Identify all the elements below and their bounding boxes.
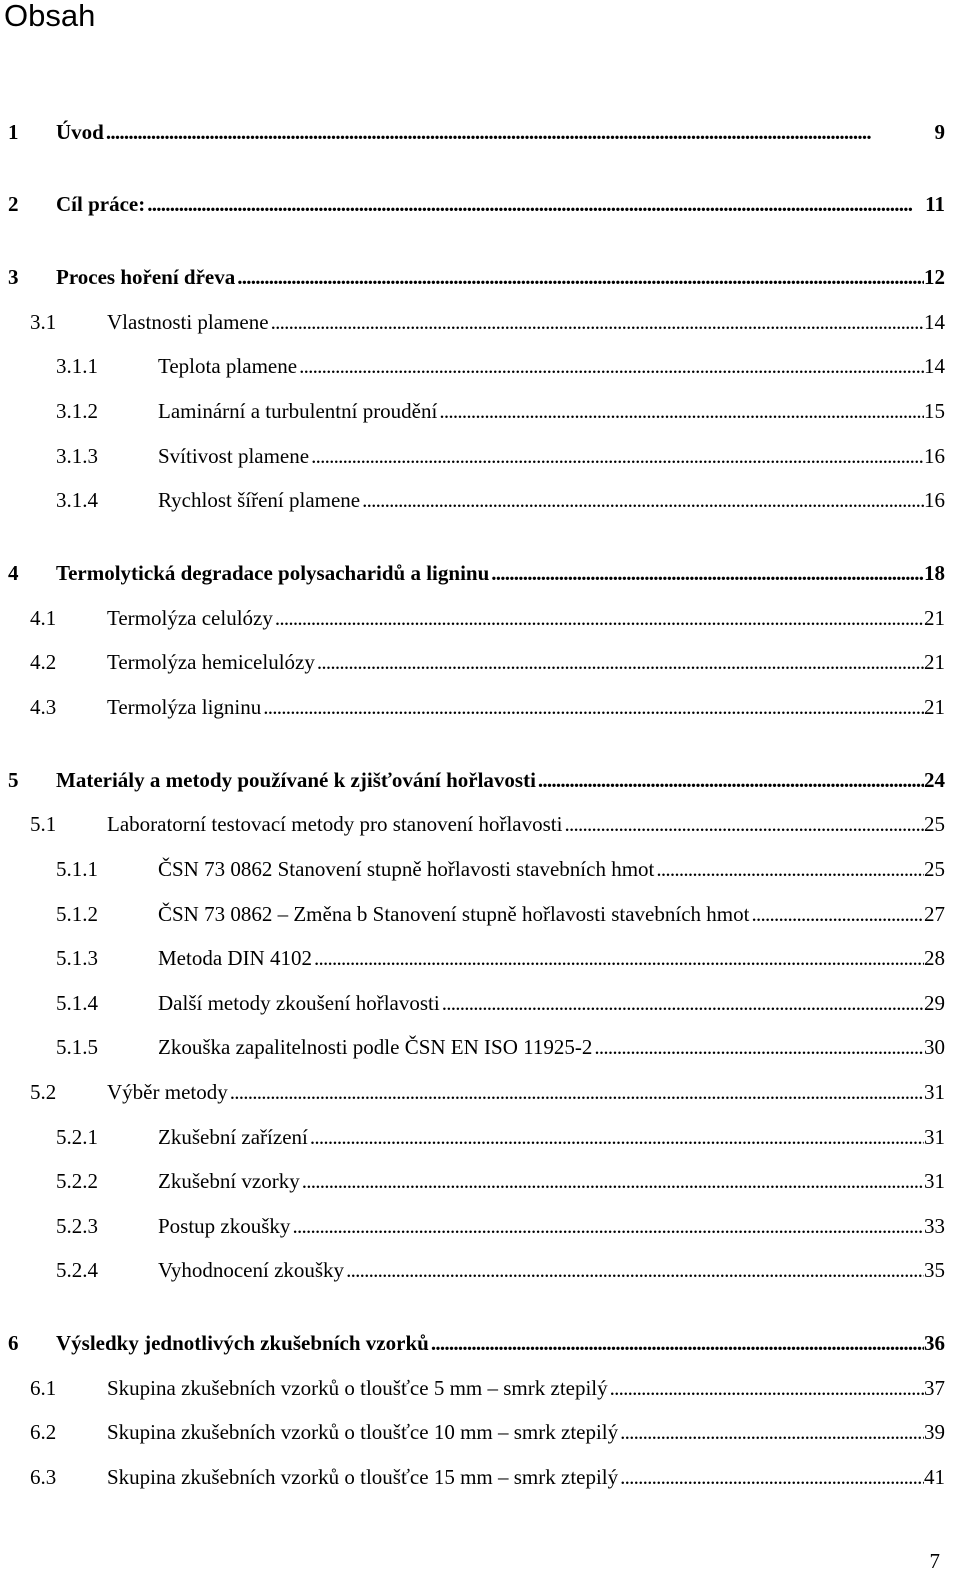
toc-entry-page: 36 <box>924 1331 945 1355</box>
toc-dot-leader <box>315 647 924 677</box>
toc-entry[interactable] <box>30 1417 945 1447</box>
toc-entry-title: Rychlost šíření plamene <box>158 488 361 512</box>
toc-entry-title: Skupina zkušebních vzorků o tloušťce 10 mm – smrk ztepilý <box>107 1420 619 1444</box>
toc-entry[interactable] <box>30 307 945 337</box>
toc-dot-leader <box>360 485 924 515</box>
toc-entry[interactable] <box>56 1255 945 1285</box>
toc-entry-page: 21 <box>924 650 945 674</box>
toc-entry-number: 5.2.4 <box>56 1258 98 1282</box>
toc-entry-page: 31 <box>924 1125 945 1149</box>
toc-entry-page: 25 <box>924 812 945 836</box>
toc-entry[interactable] <box>30 1462 945 1492</box>
toc-dot-leader <box>261 692 924 722</box>
toc-entry[interactable] <box>56 988 945 1018</box>
toc-entry[interactable] <box>56 1166 945 1196</box>
toc-entry-number: 4.2 <box>30 650 57 674</box>
toc-entry-page: 18 <box>924 561 945 585</box>
toc-entry-page: 14 <box>924 310 945 334</box>
toc-dot-leader <box>749 899 924 929</box>
toc-entry[interactable] <box>56 1211 945 1241</box>
toc-dot-leader <box>300 1166 924 1196</box>
toc-entry[interactable] <box>56 485 945 515</box>
toc-entry[interactable] <box>8 262 945 292</box>
toc-entry-number: 2 <box>8 192 19 216</box>
toc-entry-title: Zkušební vzorky <box>158 1169 300 1193</box>
toc-entry[interactable] <box>56 396 945 426</box>
toc-entry-number: 4.1 <box>30 606 57 630</box>
toc-dot-leader <box>608 1373 924 1403</box>
toc-entry-title: Zkušební zařízení <box>158 1125 308 1149</box>
toc-dot-leader <box>297 351 924 381</box>
toc-entry[interactable] <box>56 1032 945 1062</box>
toc-dot-leader <box>269 307 924 337</box>
toc-entry[interactable] <box>56 899 945 929</box>
toc-entry-title: Metoda DIN 4102 <box>158 946 312 970</box>
toc-dot-leader <box>228 1077 924 1107</box>
toc-entry[interactable] <box>30 1077 945 1107</box>
toc-entry-page: 31 <box>924 1080 945 1104</box>
toc-entry-title: Teplota plamene <box>158 354 298 378</box>
toc-entry-page: 21 <box>924 695 945 719</box>
toc-entry-number: 3.1.3 <box>56 444 98 468</box>
toc-entry-page: 27 <box>924 902 945 926</box>
toc-entry[interactable] <box>8 765 945 795</box>
toc-entry-page: 9 <box>934 120 945 144</box>
toc-entry-title: Úvod <box>56 120 104 144</box>
toc-entry-title: Proces hoření dřeva <box>56 265 236 289</box>
toc-entry-number: 3.1 <box>30 310 57 334</box>
toc-dot-leader <box>592 1032 924 1062</box>
toc-entry-title: Vlastnosti plamene <box>107 310 269 334</box>
toc-entry-number: 3.1.1 <box>56 354 98 378</box>
toc-entry-title: Skupina zkušebních vzorků o tloušťce 5 mm – smrk ztepilý <box>107 1376 608 1400</box>
toc-entry-title: ČSN 73 0862 – Změna b Stanovení stupně hořlavosti stavebních hmot <box>158 902 750 926</box>
toc-dot-leader <box>290 1211 924 1241</box>
toc-entry-number: 4.3 <box>30 695 57 719</box>
toc-dot-leader <box>536 765 924 795</box>
toc-dot-leader <box>273 603 924 633</box>
toc-entry-page: 35 <box>924 1258 945 1282</box>
toc-entry-number: 6.1 <box>30 1376 57 1400</box>
toc-entry-number: 6.2 <box>30 1420 57 1444</box>
toc-entry[interactable] <box>8 117 945 147</box>
toc-entry[interactable] <box>30 1373 945 1403</box>
toc-entry-number: 5.1 <box>30 812 57 836</box>
toc-entry-title: Laboratorní testovací metody pro stanovení hořlavosti <box>107 812 563 836</box>
toc-entry-number: 5.2.2 <box>56 1169 98 1193</box>
toc-entry[interactable] <box>30 692 945 722</box>
toc-entry-page: 37 <box>924 1376 945 1400</box>
toc-dot-leader <box>235 262 924 292</box>
toc-entry-number: 3.1.2 <box>56 399 98 423</box>
toc-entry-number: 5 <box>8 768 19 792</box>
toc-entry-title: Svítivost plamene <box>158 444 310 468</box>
toc-entry-page: 16 <box>924 488 945 512</box>
toc-entry-page: 31 <box>924 1169 945 1193</box>
toc-entry-title: Laminární a turbulentní proudění <box>158 399 438 423</box>
toc-entry-title: Další metody zkoušení hořlavosti <box>158 991 440 1015</box>
toc-entry-page: 11 <box>925 192 945 216</box>
toc-entry-number: 6 <box>8 1331 19 1355</box>
toc-entry-number: 5.2 <box>30 1080 57 1104</box>
toc-dot-leader <box>104 117 935 147</box>
toc-entry-page: 16 <box>924 444 945 468</box>
toc-entry-page: 25 <box>924 857 945 881</box>
toc-entry[interactable] <box>56 351 945 381</box>
toc-dot-leader <box>309 441 924 471</box>
toc-entry-page: 39 <box>924 1420 945 1444</box>
toc-entry-number: 3.1.4 <box>56 488 98 512</box>
toc-dot-leader <box>654 854 924 884</box>
toc-heading: Obsah <box>4 0 96 33</box>
toc-dot-leader <box>618 1417 924 1447</box>
toc-entry-number: 5.1.3 <box>56 946 98 970</box>
toc-entry[interactable] <box>8 1328 945 1358</box>
toc-entry-page: 30 <box>924 1035 945 1059</box>
toc-entry-page: 14 <box>924 354 945 378</box>
toc-entry-title: Skupina zkušebních vzorků o tloušťce 15 mm – smrk ztepilý <box>107 1465 619 1489</box>
toc-dot-leader <box>344 1255 924 1285</box>
toc-dot-leader <box>437 396 924 426</box>
toc-entry-title: Zkouška zapalitelnosti podle ČSN EN ISO 11925-2 <box>158 1035 593 1059</box>
toc-entry-number: 1 <box>8 120 19 144</box>
toc-dot-leader <box>312 943 924 973</box>
toc-dot-leader <box>618 1462 924 1492</box>
toc-entry-title: Postup zkoušky <box>158 1214 291 1238</box>
toc-entry[interactable] <box>56 943 945 973</box>
toc-entry-number: 6.3 <box>30 1465 57 1489</box>
toc-entry-title: Termolýza ligninu <box>107 695 262 719</box>
toc-dot-leader <box>429 1328 924 1358</box>
toc-entry-number: 3 <box>8 265 19 289</box>
toc-entry-page: 24 <box>924 768 945 792</box>
toc-dot-leader <box>145 189 925 219</box>
toc-entry-title: ČSN 73 0862 Stanovení stupně hořlavosti stavebních hmot <box>158 857 655 881</box>
toc-entry[interactable] <box>56 441 945 471</box>
toc-entry-page: 41 <box>924 1465 945 1489</box>
toc-entry[interactable] <box>56 1122 945 1152</box>
toc-entry[interactable] <box>30 647 945 677</box>
toc-entry[interactable] <box>8 189 945 219</box>
toc-entry-title: Termolýza celulózy <box>107 606 273 630</box>
toc-entry-page: 15 <box>924 399 945 423</box>
toc-entry-page: 28 <box>924 946 945 970</box>
toc-dot-leader <box>440 988 924 1018</box>
toc-entry[interactable] <box>8 558 945 588</box>
toc-entry-title: Výběr metody <box>107 1080 228 1104</box>
toc-entry-number: 5.1.2 <box>56 902 98 926</box>
toc-entry-title: Materiály a metody používané k zjišťování hořlavosti <box>56 768 536 792</box>
toc-entry-page: 29 <box>924 991 945 1015</box>
toc-dot-leader <box>489 558 924 588</box>
toc-entry-title: Výsledky jednotlivých zkušebních vzorků <box>56 1331 429 1355</box>
toc-entry-page: 33 <box>924 1214 945 1238</box>
toc-entry-number: 5.1.5 <box>56 1035 98 1059</box>
page-number: 7 <box>929 1549 940 1573</box>
toc-entry[interactable] <box>56 854 945 884</box>
toc-entry-number: 5.2.3 <box>56 1214 98 1238</box>
toc-entry[interactable] <box>30 603 945 633</box>
toc-dot-leader <box>562 809 924 839</box>
toc-entry-page: 21 <box>924 606 945 630</box>
toc-entry-number: 5.2.1 <box>56 1125 98 1149</box>
toc-entry-number: 5.1.4 <box>56 991 98 1015</box>
toc-entry-title: Termolytická degradace polysacharidů a ligninu <box>56 561 490 585</box>
toc-entry-title: Termolýza hemicelulózy <box>107 650 315 674</box>
toc-entry-number: 4 <box>8 561 19 585</box>
toc-entry[interactable] <box>30 809 945 839</box>
toc-entry-page: 12 <box>924 265 945 289</box>
toc-entry-title: Vyhodnocení zkoušky <box>158 1258 345 1282</box>
toc-entry-number: 5.1.1 <box>56 857 98 881</box>
toc-entry-title: Cíl práce: <box>56 192 146 216</box>
toc-dot-leader <box>308 1122 924 1152</box>
